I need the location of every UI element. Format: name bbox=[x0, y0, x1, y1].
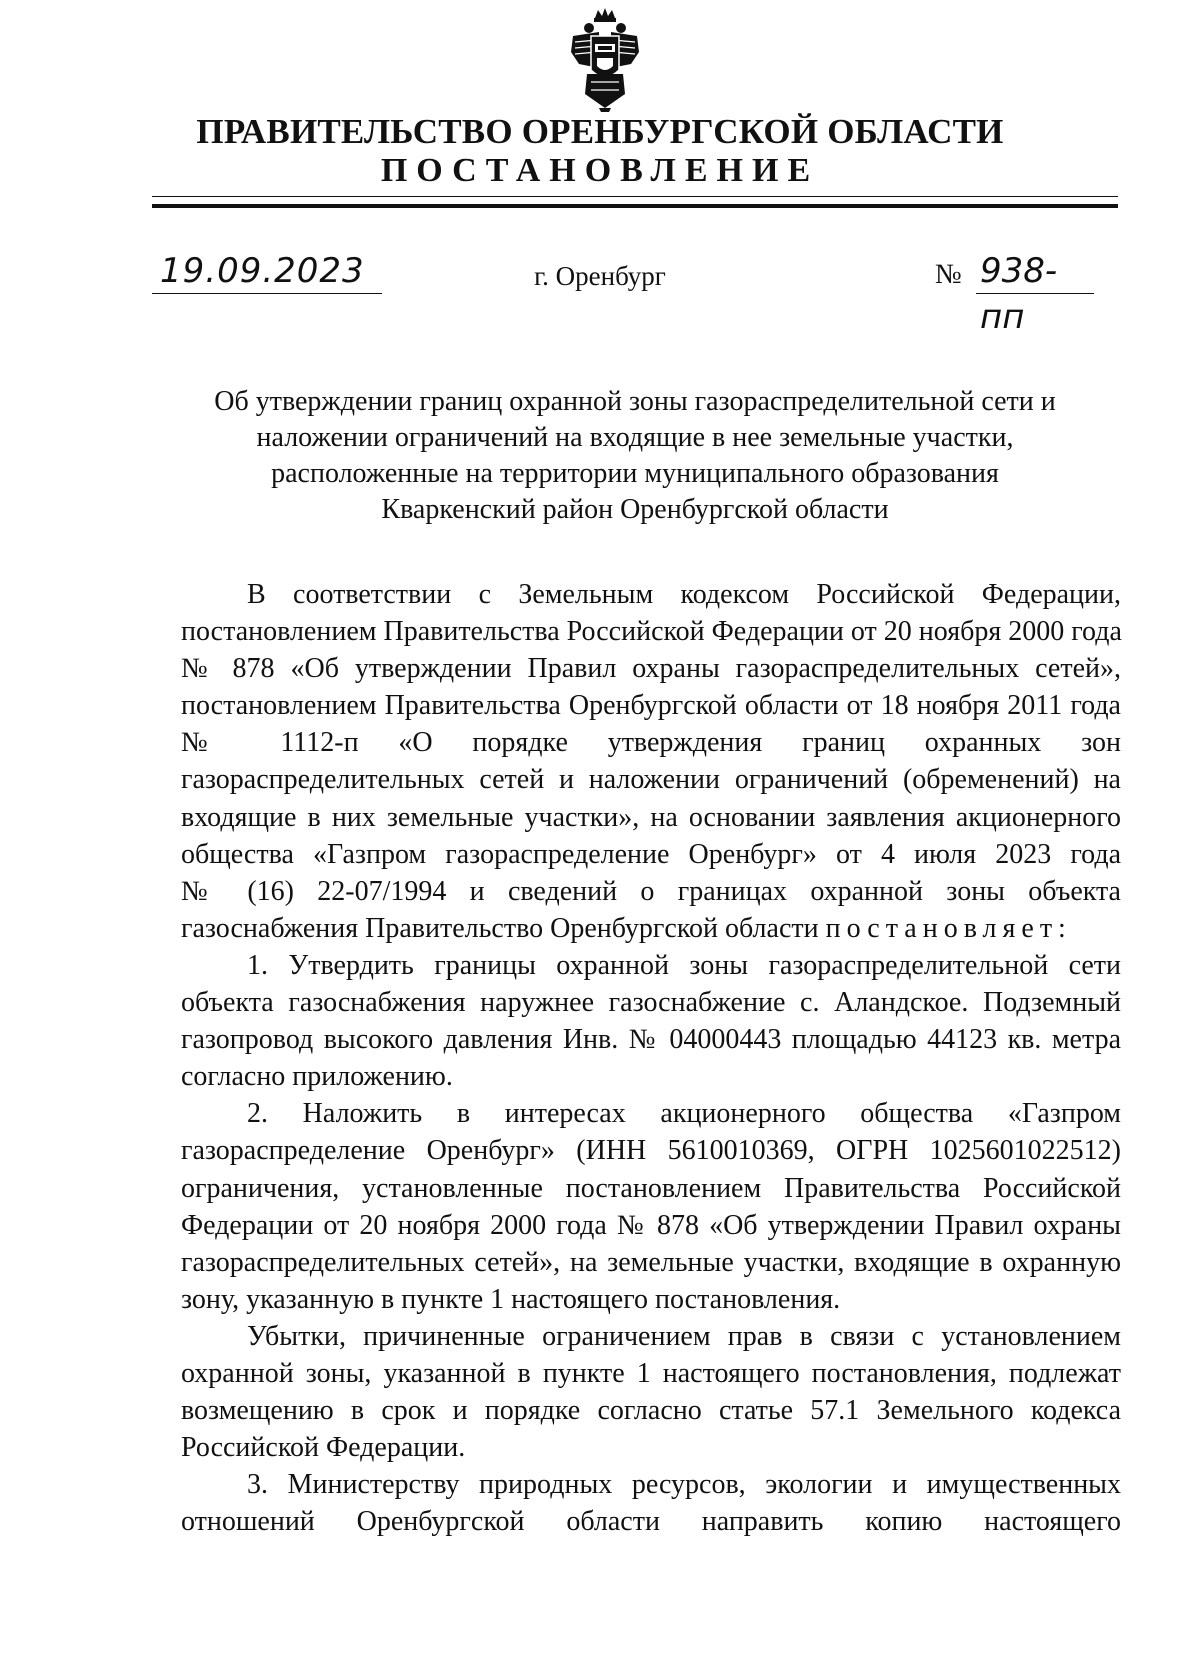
body-line: постановлением Правительства Российской Федерации от 20 ноября 2000 года bbox=[181, 616, 1122, 648]
body-line: № (16) 22-07/1994 и сведений о границах охранной зоны объекта bbox=[181, 875, 1121, 907]
header-divider-thick bbox=[152, 204, 1118, 208]
title-line: расположенные на территории муниципального образования bbox=[271, 458, 999, 489]
body-line: газораспределительных сетей и наложении ограничений (обременений) на bbox=[181, 764, 1121, 796]
title-line: Об утверждении границ охранной зоны газораспределительной сети и bbox=[214, 386, 1056, 417]
title-line: Кваркенский район Оренбургской области bbox=[381, 494, 889, 525]
body-line-text: газоснабжения Правительство Оренбургской области bbox=[181, 912, 819, 944]
document-number: 938-пп bbox=[976, 248, 1094, 294]
body-line: зону, указанную в пункте 1 настоящего постановления. bbox=[181, 1283, 841, 1315]
document-body bbox=[181, 576, 1121, 1540]
body-line: 1. Утвердить границы охранной зоны газораспределительной сети bbox=[247, 949, 1121, 981]
body-line: охранной зоны, указанной в пункте 1 настоящего постановления, подлежат bbox=[181, 1357, 1121, 1389]
body-line: 3. Министерству природных ресурсов, экологии и имущественных bbox=[247, 1469, 1121, 1501]
body-line: № 1112-п «О порядке утверждения границ охранных зон bbox=[181, 727, 1121, 759]
title-line: наложении ограничений на входящие в нее земельные участки, bbox=[256, 422, 1014, 453]
body-line: газораспределение Оренбург» (ИНН 5610010369, ОГРН 1025601022512) bbox=[181, 1135, 1121, 1167]
body-line: 2. Наложить в интересах акционерного общества «Газпром bbox=[247, 1098, 1121, 1130]
body-line: Российской Федерации. bbox=[181, 1432, 466, 1464]
body-line: общества «Газпром газораспределение Оренбург» от 4 июля 2023 года bbox=[181, 838, 1121, 870]
decree-word: постановляет: bbox=[825, 912, 1072, 944]
coat-of-arms-emblem bbox=[565, 8, 645, 112]
document-title bbox=[150, 384, 1120, 528]
document-type: ПОСТАНОВЛЕНИЕ bbox=[380, 152, 820, 189]
body-line bbox=[181, 910, 1121, 947]
body-line: Федерации от 20 ноября 2000 года № 878 «Об утверждении Правил охраны bbox=[181, 1209, 1121, 1241]
body-line: объекта газоснабжения наружнее газоснабжение с. Аландское. Подземный bbox=[181, 987, 1121, 1019]
organization-name: ПРАВИТЕЛЬСТВО ОРЕНБУРГСКОЙ ОБЛАСТИ bbox=[196, 112, 1004, 151]
body-line: входящие в них земельные участки», на основании заявления акционерного bbox=[181, 801, 1121, 833]
body-line: газопровод высокого давления Инв. № 04000443 площадью 44123 кв. метра bbox=[181, 1024, 1121, 1056]
body-line: газораспределительных сетей», на земельные участки, входящие в охранную bbox=[181, 1246, 1121, 1278]
body-line: ограничения, установленные постановлением Правительства Российской bbox=[181, 1172, 1121, 1204]
body-line: постановлением Правительства Оренбургской области от 18 ноября 2011 года bbox=[181, 690, 1121, 722]
body-line: Убытки, причиненные ограничением прав в связи с установлением bbox=[247, 1320, 1121, 1352]
body-line: В соответствии с Земельным кодексом Российской Федерации, bbox=[247, 579, 1121, 610]
number-label: № bbox=[935, 259, 962, 290]
document-city: г. Оренбург bbox=[534, 261, 666, 291]
body-line: отношений Оренбургской области направить копию настоящего bbox=[181, 1506, 1121, 1538]
body-line: № 878 «Об утверждении Правил охраны газораспределительных сетей», bbox=[181, 653, 1121, 685]
body-line: согласно приложению. bbox=[181, 1061, 453, 1093]
header-divider-thin bbox=[152, 196, 1118, 197]
document-date: 19.09.2023 bbox=[152, 248, 382, 294]
body-line: возмещению в срок и порядке согласно статье 57.1 Земельного кодекса bbox=[181, 1395, 1121, 1427]
